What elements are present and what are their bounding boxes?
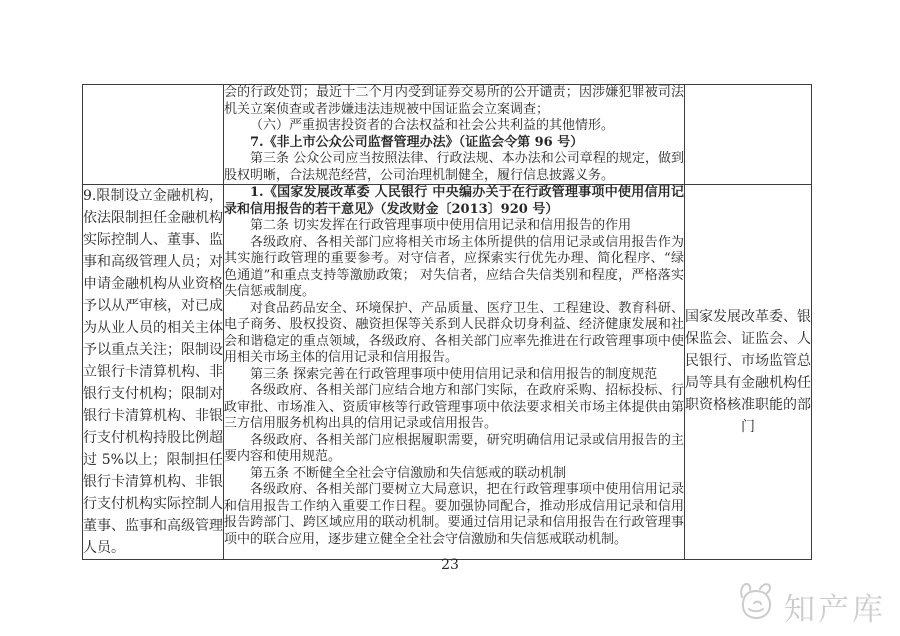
table-row-continued (83, 85, 812, 185)
cell-measure (83, 185, 224, 560)
legal-text-paragraph: 各级政府、各相关部门应将相关市场主体所提供的信用记录或信用报告作为其实施行政管理的重要参考。对守信者，应探索实行优先办理、简化程序、“绿色通道”和重点支持等激励政策； 对失信者，应结合失信类别和程度，严格落实失信惩戒制度。 (224, 234, 684, 299)
watermark (734, 584, 886, 628)
legal-text-paragraph: 第三条 公众公司应当按照法律、行政法规、本办法和公司章程的规定，做到股权明晰，合法规范经营，公司治理机制健全，履行信息披露义务。 (224, 151, 684, 183)
cat-logo-icon (734, 581, 780, 631)
regulation-title: 1.《国家发展改革委 人民银行 中央编办关于在行政管理事项中使用信用记录和信用报告的若干意见》（发改财金〔2013〕920 号） (224, 185, 684, 217)
legal-text-paragraph: 第三条 探索完善在行政管理事项中使用信用记录和信用报告的制度规范 (250, 366, 658, 382)
table-row-measure-9 (83, 185, 812, 560)
regulation-table (82, 84, 812, 560)
cell-legal-basis-continued (224, 85, 685, 185)
cell-departments-empty (685, 85, 812, 185)
legal-text-paragraph: 各级政府、各相关部门应根据履职需要，研究明确信用记录或信用报告的主要内容和使用规范。 (224, 432, 684, 464)
legal-text-paragraph: 各级政府、各相关部门要树立大局意识，把在行政管理事项中使用信用记录和信用报告工作纳入重要工作日程。要加强协同配合，推动形成信用记录和信用报告跨部门、跨区域应用的联动机制。要通过信用记录和信用报告在行政管理事项中的联合应用，逐步建立健全全社会守信激励和失信惩戒联动机制。 (224, 482, 684, 547)
watermark-text: 知产库 (784, 591, 886, 628)
departments-text: 国家发展改革委、银保监会、证监会、人民银行、市场监管总局等具有金融机构任职资格核准职能的部门 (685, 309, 811, 435)
cell-departments (685, 185, 812, 560)
regulation-title: 7.《非上市公众公司监督管理办法》（证监会令第 96 号） (250, 134, 584, 150)
page-number: 23 (441, 557, 459, 573)
cell-legal-basis (224, 185, 685, 560)
legal-text-paragraph: 会的行政处罚；最近十二个月内受到证券交易所的公开谴责；因涉嫌犯罪被司法机关立案侦查或者涉嫌违法违规被中国证监会立案调查； (224, 85, 684, 117)
cell-measure-empty (83, 85, 224, 185)
measure-text: 9.限制设立金融机构，依法限制担任金融机构实际控制人、董事、监事和高级管理人员；对申请金融机构从业资格予以从严审核，对已成为从业人员的相关主体予以重点关注；限制设立银行卡清算机构、非银行支付机构；限制对银行卡清算机构、非银行支付机构持股比例超过 5%以上；限制担任银行卡清算机构、非银行支付机构实际控制人董事、监事和高级管理人员。 (83, 188, 223, 556)
legal-text-paragraph: （六）严重损害投资者的合法权益和社会公共利益的其他情形。 (250, 118, 615, 133)
legal-text-paragraph: 第五条 不断健全全社会守信激励和失信惩戒的联动机制 (250, 465, 567, 481)
legal-text-paragraph: 对食品药品安全、环境保护、产品质量、医疗卫生、工程建设、教育科研、电子商务、股权投资、融资担保等关系到人民群众切身利益、经济健康发展和社会和谐稳定的重点领域，各级政府、各相关部门应率先推进在行政管理事项中使用相关市场主体的信用记录和信用报告。 (224, 300, 684, 365)
legal-text-paragraph: 第二条 切实发挥在行政管理事项中使用信用记录和信用报告的作用 (250, 218, 632, 233)
legal-text-paragraph: 各级政府、各相关部门应结合地方和部门实际，在政府采购、招标投标、行政审批、市场准入、资质审核等行政管理事项中依法要求相关市场主体提供由第三方信用服务机构出具的信用记录或信用报告。 (224, 383, 684, 431)
